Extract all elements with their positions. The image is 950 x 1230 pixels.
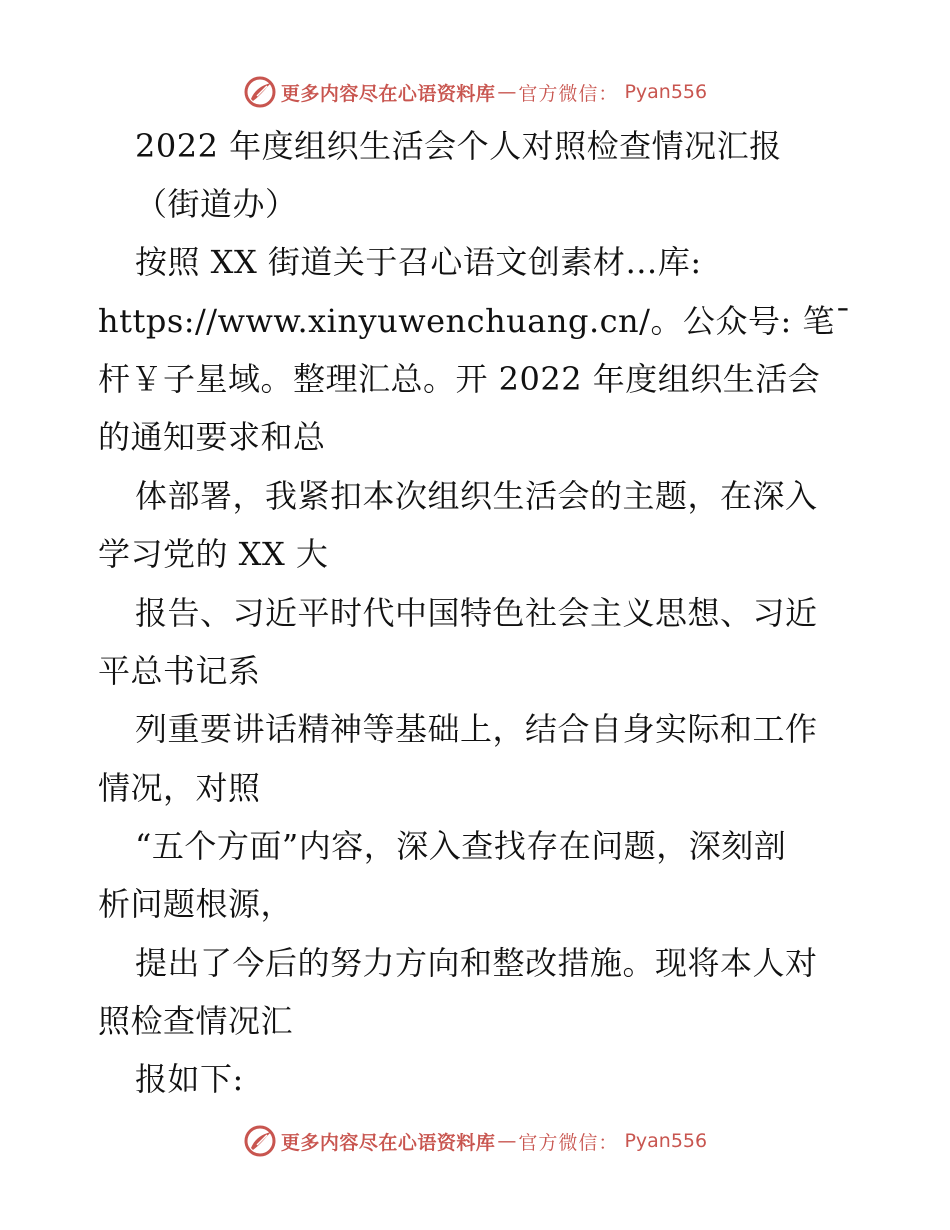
- brand-logo-icon: [243, 1124, 277, 1158]
- body-line: 照检查情况汇: [98, 1002, 294, 1040]
- body-line: 按照 XX 街道关于召心语文创素材…库:: [135, 243, 702, 281]
- watermark-banner-top: [0, 72, 950, 112]
- body-line: 情况，对照: [98, 769, 261, 807]
- document-title: 2022 年度组织生活会个人对照检查情况汇报: [135, 127, 782, 165]
- watermark-wechat-id: Pyan556: [624, 1130, 708, 1152]
- body-line: 报告、习近平时代中国特色社会主义思想、习近: [135, 594, 818, 632]
- body-line: 的通知要求和总: [98, 418, 326, 456]
- body-line: 杆￥子星域。整理汇总。开 2022 年度组织生活会: [98, 360, 821, 398]
- body-line: 析问题根源，: [98, 885, 294, 923]
- watermark-wechat-id: Pyan556: [624, 81, 708, 103]
- brand-logo-icon: [243, 75, 277, 109]
- watermark-separator: —: [497, 1130, 517, 1152]
- watermark-wechat-label: 官方微信：: [518, 82, 619, 105]
- body-line: https://www.xinyuwenchuang.cn/。公众号: 笔¯: [98, 302, 852, 340]
- body-line: 学习党的 XX 大: [98, 535, 329, 573]
- watermark-brand-text: 更多内容尽在心语资料库: [280, 82, 496, 105]
- body-line: 体部署，我紧扣本次组织生活会的主题，在深入: [135, 477, 818, 515]
- body-line: 列重要讲话精神等基础上，结合自身实际和工作: [135, 710, 818, 748]
- body-line: “五个方面”内容，深入查找存在问题，深刻剖: [135, 827, 787, 865]
- body-line: 平总书记系: [98, 652, 261, 690]
- watermark-separator: —: [497, 81, 517, 103]
- watermark-brand-text: 更多内容尽在心语资料库: [280, 1131, 496, 1154]
- document-subtitle: （街道办）: [135, 185, 298, 223]
- body-line: 提出了今后的努力方向和整改措施。现将本人对: [135, 944, 818, 982]
- watermark-wechat-label: 官方微信：: [518, 1131, 619, 1154]
- body-line: 报如下:: [135, 1060, 244, 1098]
- watermark-banner-bottom: [0, 1121, 950, 1161]
